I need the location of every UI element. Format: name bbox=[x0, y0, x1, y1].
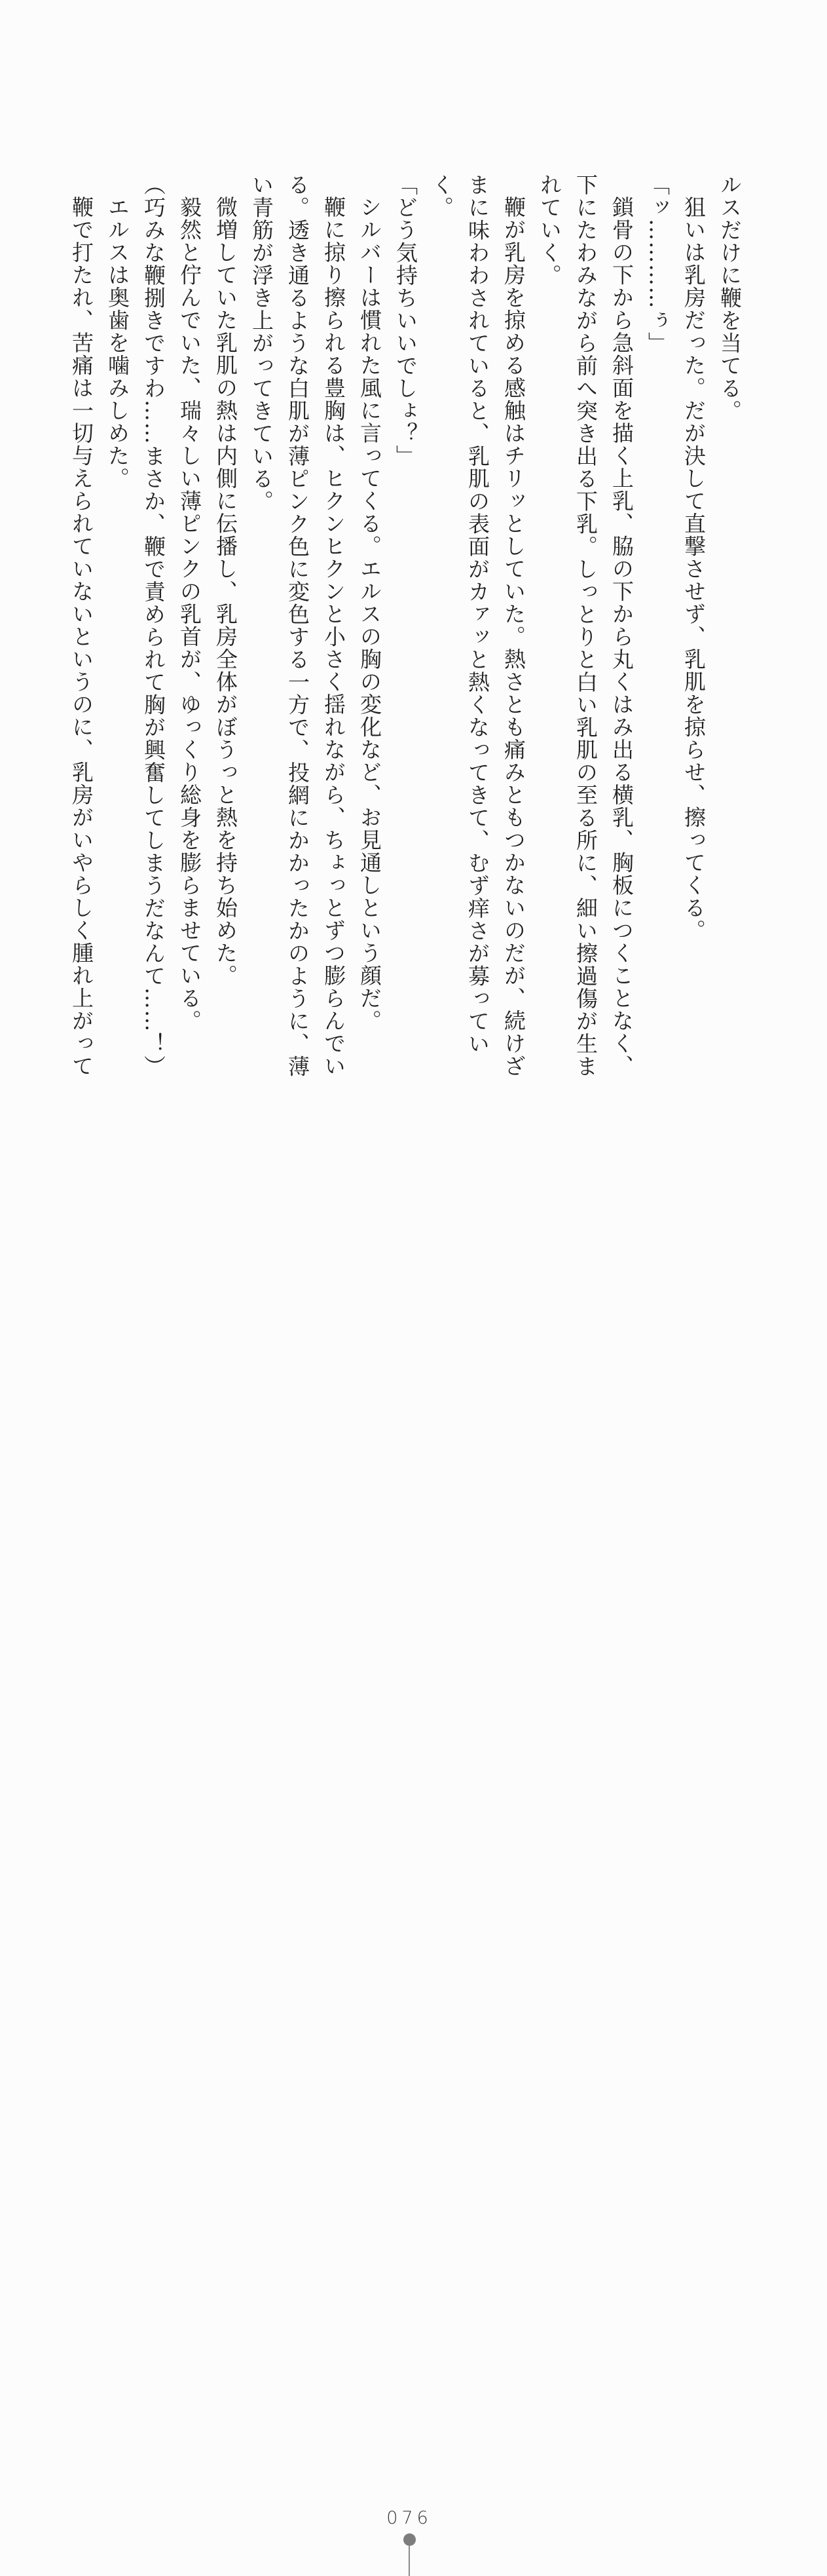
novel-text-block bbox=[69, 174, 748, 1078]
text-line: る。透き通るような白肌が薄ピンク色に変色する一方で、投網にかかったかのように、薄 bbox=[285, 174, 310, 1078]
text-line: 毅然と佇んでいた、瑞々しい薄ピンクの乳首が、ゆっくり総身を膨らませている。 bbox=[177, 196, 202, 1032]
page-marker-line bbox=[409, 2545, 410, 2576]
text-line: 鞭に掠り擦られる豊胸は、ヒクンヒクンと小さく揺れながら、ちょっとずつ膨らんでい bbox=[321, 196, 346, 1078]
text-line: エルスは奥歯を噛みしめた。 bbox=[105, 196, 130, 490]
text-line: れていく。 bbox=[537, 174, 562, 287]
text-line: 狙いは乳房だった。だが決して直撃させず、乳肌を掠らせ、擦ってくる。 bbox=[681, 196, 707, 942]
text-line: （巧みな鞭捌きですわ……まさか、鞭で責められて胸が興奮してしまうだなんて……！） bbox=[141, 174, 166, 1078]
text-line: シルバーは慣れた風に言ってくる。エルスの胸の変化など、お見通しという顔だ。 bbox=[357, 196, 382, 1032]
text-line: い青筋が浮き上がってきている。 bbox=[249, 174, 274, 513]
text-line: 微増していた乳肌の熱は内側に伝播し、乳房全体がぼうっと熱を持ち始めた。 bbox=[213, 196, 238, 987]
text-line: ルスだけに鞭を当てる。 bbox=[717, 174, 743, 423]
text-line: 「どう気持ちいいでしょ？」 bbox=[393, 174, 418, 468]
text-line: 鞭で打たれ、苦痛は一切与えられていないというのに、乳房がいやらしく腫れ上がって bbox=[69, 196, 94, 1078]
text-line: まに味わわされていると、乳肌の表面がカァッと熱くなってきて、むず痒さが募っていく。 bbox=[429, 174, 490, 1055]
text-line: 鎖骨の下から急斜面を描く上乳、脇の下から丸くはみ出る横乳、胸板につくことなく、 bbox=[609, 196, 634, 1078]
page-marker-icon bbox=[403, 2533, 416, 2546]
text-line: 下にたわみながら前へ突き出る下乳。しっとりと白い乳肌の至る所に、細い擦過傷が生ま bbox=[573, 174, 598, 1078]
text-line: 「ッ…………ぅ」 bbox=[645, 174, 671, 354]
page-number: 076 bbox=[386, 2508, 432, 2528]
text-line: 鞭が乳房を掠める感触はチリッとしていた。熱さとも痛みともつかないのだが、続けざ bbox=[501, 196, 526, 1078]
page-footer bbox=[0, 1222, 827, 2528]
